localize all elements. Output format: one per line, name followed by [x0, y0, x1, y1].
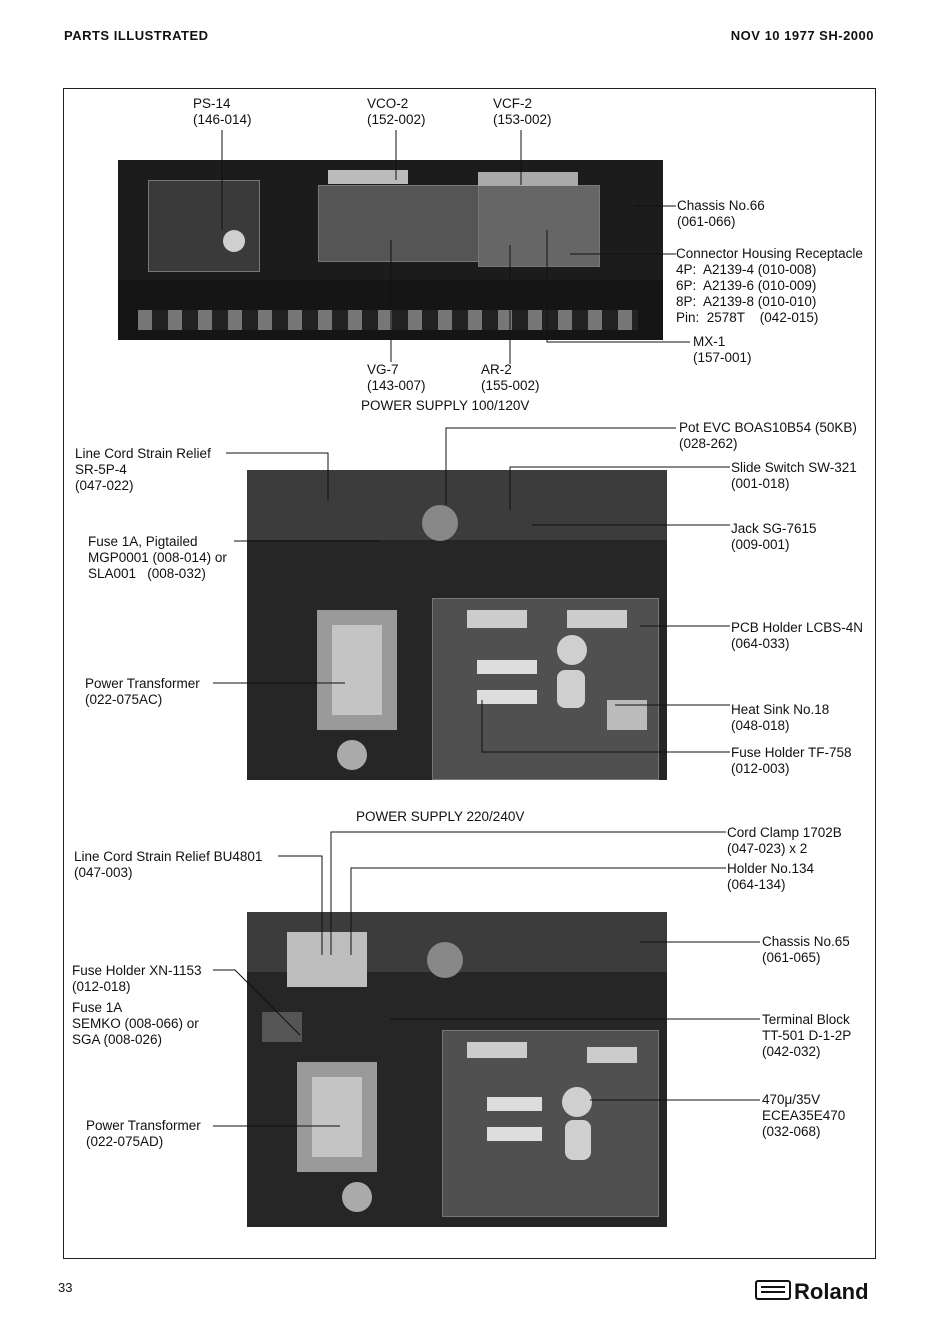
label-chassis65: Chassis No.65 (061-065): [762, 934, 850, 965]
label-mx1: MX-1 (157-001): [693, 334, 752, 365]
label-ar2: AR-2 (155-002): [481, 362, 540, 393]
page-number: 33: [58, 1280, 73, 1295]
label-cord-clamp: Cord Clamp 1702B (047-023) x 2: [727, 825, 842, 856]
label-capacitor: 470μ/35V ECEA35E470 (032-068): [762, 1092, 846, 1139]
section-title-120v: POWER SUPPLY 100/120V: [361, 398, 530, 413]
label-fuse-pigtailed: Fuse 1A, Pigtailed MGP0001 (008-014) or SLA001 (008-032): [88, 534, 227, 581]
label-heat-sink: Heat Sink No.18 (048-018): [731, 702, 830, 733]
section-title-240v: POWER SUPPLY 220/240V: [356, 809, 525, 824]
label-vg7: VG-7 (143-007): [367, 362, 426, 393]
label-fuse-1a: Fuse 1A SEMKO (008-066) or SGA (008-026): [72, 1000, 199, 1047]
label-slide-switch: Slide Switch SW-321 (001-018): [731, 460, 857, 491]
label-line-cord-strain-relief-1: Line Cord Strain Relief SR-5P-4 (047-022): [75, 446, 211, 493]
label-vco2: VCO-2 (152-002): [367, 96, 426, 127]
label-ps14: PS-14 (146-014): [193, 96, 252, 127]
label-line-cord-strain-relief-2: Line Cord Strain Relief BU4801 (047-003): [74, 849, 263, 880]
label-pot: Pot EVC BOAS10B54 (50KB) (028-262): [679, 420, 857, 451]
label-fuse-holder-xn1153: Fuse Holder XN-1153 (012-018): [72, 963, 202, 994]
label-vcf2: VCF-2 (153-002): [493, 96, 552, 127]
roland-logo-icon: [755, 1280, 791, 1300]
label-pcb-holder: PCB Holder LCBS-4N (064-033): [731, 620, 864, 651]
label-connector-housing: Connector Housing Receptacle 4P: A2139-4 (010-008) 6P: A2139-6 (010-009) 8P: A2139-8 (010-010) Pin: 2578T (042-015): [676, 246, 863, 325]
label-holder-134: Holder No.134 (064-134): [727, 861, 815, 892]
label-fuse-holder-tf758: Fuse Holder TF-758 (012-003): [731, 745, 852, 776]
header-left: PARTS ILLUSTRATED: [64, 28, 209, 43]
header-right: NOV 10 1977 SH-2000: [730, 28, 874, 43]
label-chassis66: Chassis No.66 (061-066): [677, 198, 765, 229]
roland-logo: Roland: [755, 1279, 869, 1305]
label-terminal-block: Terminal Block TT-501 D-1-2P (042-032): [762, 1012, 852, 1059]
label-power-transformer-1: Power Transformer (022-075AC): [85, 676, 200, 707]
label-jack: Jack SG-7615 (009-001): [731, 521, 817, 552]
label-power-transformer-2: Power Transformer (022-075AD): [86, 1118, 201, 1149]
